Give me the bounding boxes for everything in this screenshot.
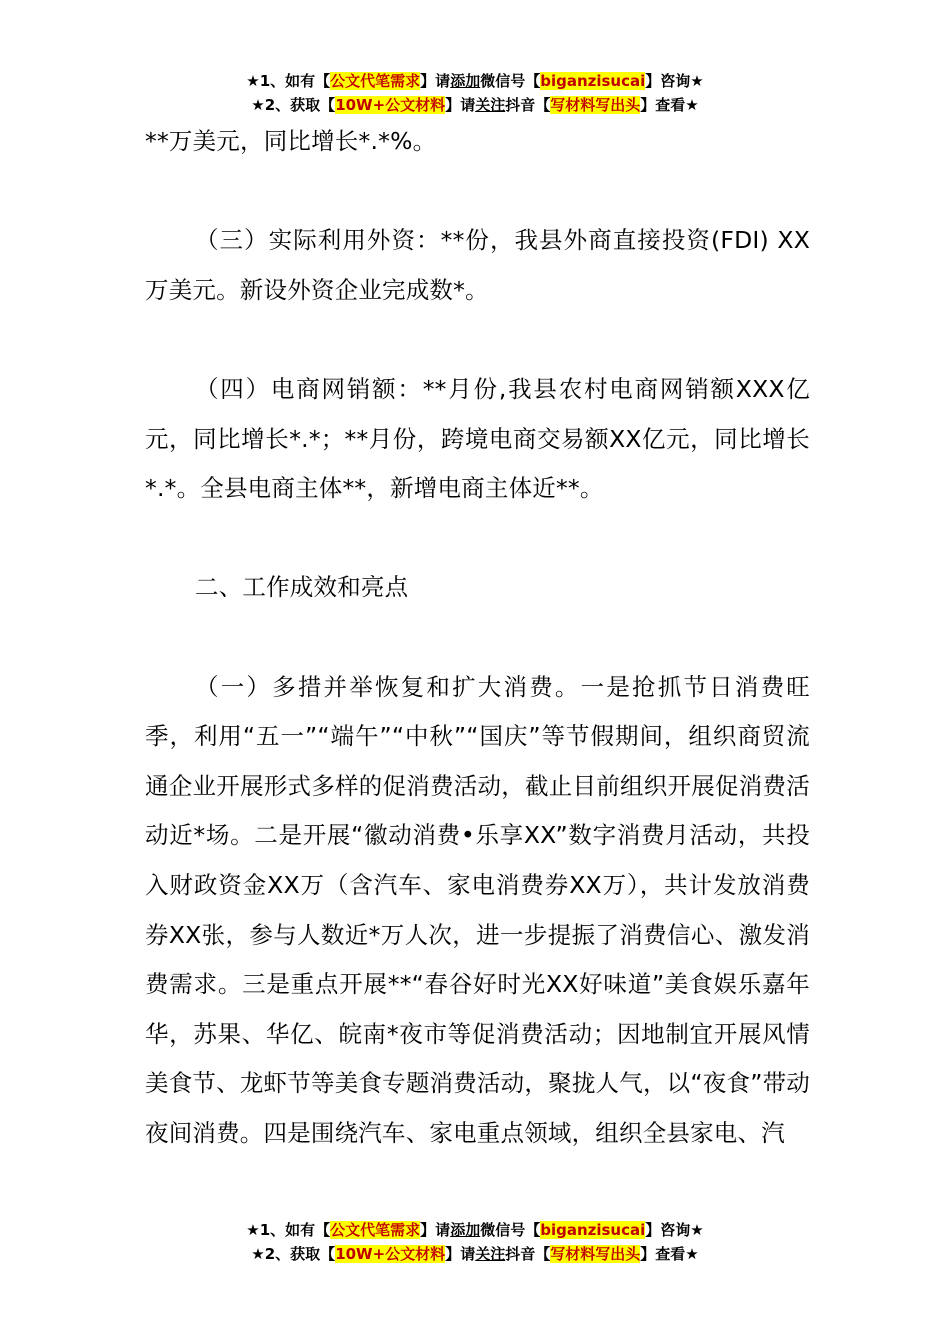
paragraph-consumption: （一）多措并举恢复和扩大消费。一是抢抓节日消费旺季，利用“五一”“端午”“中秋”“国庆”等节假期间，组织商贸流通企业开展形式多样的促消费活动，截止目前组织开展促消费活动近*场。二是开展“徽动消费•乐享XX”数字消费月活动，共投入财政资金XX万（含汽车、家电消费券XX万），共计发放消费券XX张，参与人数近*万人次，进一步提振了消费信心、激发消费需求。三是重点开展**“春谷好时光XX好味道”美食娱乐嘉年华，苏果、华亿、皖南*夜市等促消费活动；因地制宜开展风情美食节、龙虾节等美食专题消费活动，聚拢人气，以“夜食”带动夜间消费。四是围绕汽车、家电重点领域，组织全县家电、汽	[145, 672, 810, 1147]
banner-highlight: 公文代笔需求	[330, 72, 421, 90]
banner-underline: 添加	[450, 72, 481, 90]
header-banner	[0, 69, 950, 117]
banner-highlight: 10W+公文材料	[335, 96, 446, 114]
banner-highlight: 写材料写出头	[550, 1245, 641, 1263]
banner-text: 】咨询★	[645, 72, 704, 90]
banner-line-2	[0, 1242, 950, 1266]
banner-line-1	[0, 1218, 950, 1242]
banner-highlight: biganzisucai	[540, 72, 646, 90]
paragraph-continuation: **万美元，同比增长*.*%。	[145, 127, 437, 155]
banner-highlight: 写材料写出头	[550, 96, 641, 114]
document-body	[145, 117, 810, 1158]
paragraph-gap	[145, 315, 810, 365]
banner-text: 】请	[445, 1245, 476, 1263]
banner-text: ★2、获取【	[251, 1245, 336, 1263]
banner-underline: 添加	[450, 1221, 481, 1239]
banner-text: 】请	[445, 96, 476, 114]
paragraph-gap	[145, 514, 810, 564]
section-heading: 二、工作成效和亮点	[195, 573, 409, 602]
banner-text: ★1、如有【	[246, 1221, 331, 1239]
banner-text: 】请	[420, 1221, 451, 1239]
banner-text: 抖音【	[505, 96, 551, 114]
banner-highlight: 10W+公文材料	[335, 1245, 446, 1263]
banner-underline: 关注	[475, 96, 506, 114]
paragraph-gap	[145, 613, 810, 663]
banner-line-2	[0, 93, 950, 117]
banner-text: 】查看★	[640, 1245, 699, 1263]
banner-text: 】查看★	[640, 96, 699, 114]
banner-highlight: 公文代笔需求	[330, 1221, 421, 1239]
banner-text: ★2、获取【	[251, 96, 336, 114]
paragraph-foreign-investment: （三）实际利用外资：**份，我县外商直接投资(FDI) XX万美元。新设外资企业完成数*。	[145, 226, 810, 304]
banner-text: 】咨询★	[645, 1221, 704, 1239]
banner-text: 微信号【	[480, 1221, 541, 1239]
banner-text: ★1、如有【	[246, 72, 331, 90]
paragraph-gap	[145, 167, 810, 217]
banner-text: 】请	[420, 72, 451, 90]
banner-highlight: biganzisucai	[540, 1221, 646, 1239]
banner-text: 微信号【	[480, 72, 541, 90]
banner-line-1	[0, 69, 950, 93]
paragraph-ecommerce: （四）电商网销额：**月份,我县农村电商网销额XXX亿元，同比增长*.*；**月份，跨境电商交易额XX亿元，同比增长*.*。全县电商主体**，新增电商主体近**。	[145, 374, 810, 503]
banner-underline: 关注	[475, 1245, 506, 1263]
footer-banner	[0, 1218, 950, 1266]
banner-text: 抖音【	[505, 1245, 551, 1263]
